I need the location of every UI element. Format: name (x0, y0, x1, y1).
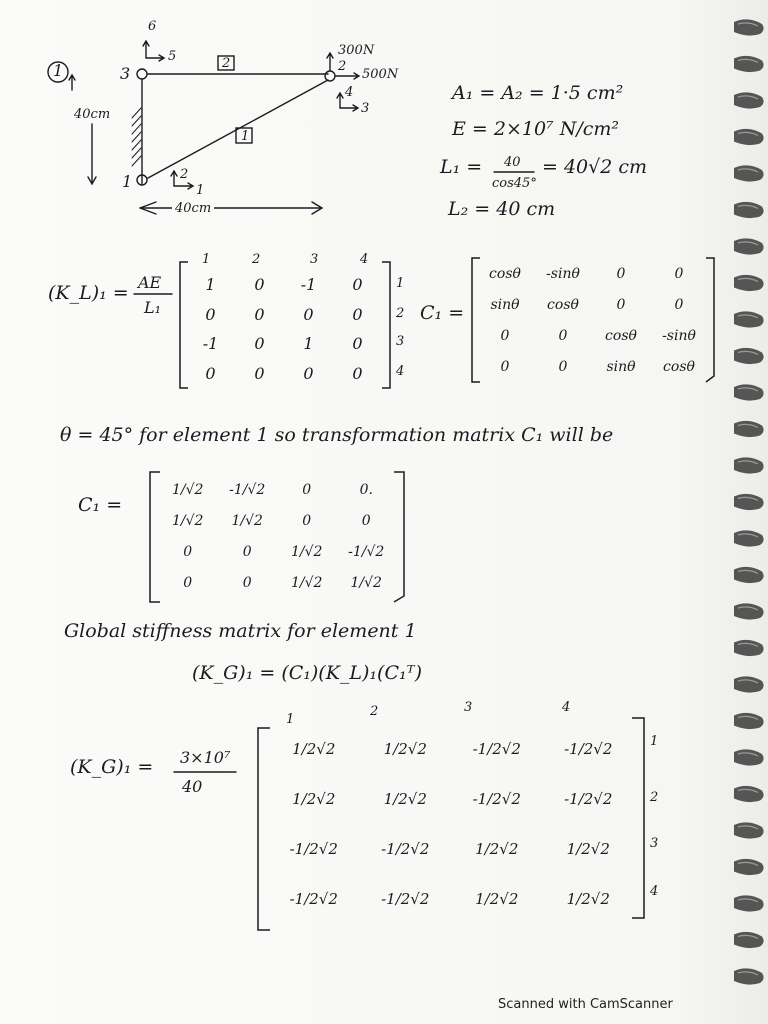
matrix-cell: 0 (558, 327, 568, 344)
kl-row-label: 3 (396, 334, 405, 349)
matrix-cell: -1/2√2 (289, 890, 338, 908)
node1-label: 1 (122, 172, 133, 191)
binding-coil (734, 713, 764, 729)
matrix-cell: 0 (205, 363, 216, 383)
matrix-cell: 1/√2 (231, 512, 263, 529)
node3-dof-up-label: 6 (148, 19, 157, 34)
c1-general-lhs: C₁ = (420, 302, 465, 324)
matrix-cell: 0. (359, 481, 373, 498)
element1-label: 1 (241, 129, 250, 144)
matrix-cell: cosθ (489, 265, 521, 282)
width-label: 40cm (172, 202, 214, 215)
matrix-cell: -1 (300, 275, 317, 295)
matrix-cell: 1/2√2 (566, 840, 610, 858)
matrix-cell: 1/2√2 (383, 740, 427, 758)
node2-dof-up-label: 2 (338, 59, 347, 74)
theta-statement: θ = 45° for element 1 so transformation matrix C₁ will be (60, 424, 614, 446)
matrix-cell: 1/2√2 (292, 790, 336, 808)
circled-label: 1 (53, 61, 64, 80)
matrix-cell: 0 (558, 358, 568, 375)
binding-coil (734, 311, 764, 327)
matrix-cell: 0 (254, 334, 265, 354)
matrix-cell: 0 (183, 543, 193, 560)
matrix-cell: 0 (303, 304, 314, 324)
height-label: 40cm (74, 107, 111, 122)
binding-coil (734, 384, 764, 400)
matrix-cell: 0 (183, 574, 193, 591)
binding-coil (734, 932, 764, 948)
load-vertical-label: 300N (338, 43, 375, 58)
scanner-watermark: Scanned with CamScanner (498, 997, 673, 1012)
kg-factor-numerator: 3×10⁷ (180, 748, 231, 767)
binding-coil (734, 238, 764, 254)
matrix-cell: -1/2√2 (472, 790, 521, 808)
node2-dof-up-lower-label: 4 (345, 85, 354, 100)
kl-factor-denominator: L₁ (144, 298, 162, 317)
matrix-cell: -1/√2 (229, 481, 266, 498)
matrix-cell: 0 (616, 265, 626, 282)
kl-col-label: 3 (310, 252, 319, 267)
kg-factor-denominator: 40 (182, 777, 203, 796)
matrix-cell: -1/2√2 (381, 890, 430, 908)
matrix-cell: -sinθ (546, 265, 580, 282)
binding-coil (734, 129, 764, 145)
global-heading: Global stiffness matrix for element 1 (64, 620, 417, 642)
matrix-cell: 0 (205, 304, 216, 324)
matrix-cell: 1/2√2 (475, 840, 519, 858)
matrix-cell: 0 (500, 327, 510, 344)
kg-col-label: 2 (370, 704, 379, 719)
kg-row-label: 3 (650, 836, 659, 851)
matrix-cell: 0 (352, 363, 363, 383)
binding-coil (734, 786, 764, 802)
matrix-cell: 1/2√2 (566, 890, 610, 908)
matrix-cell: 0 (254, 304, 265, 324)
kg-col-label: 3 (464, 700, 473, 715)
element2-label: 2 (222, 56, 231, 71)
kg-row-label: 4 (650, 884, 659, 899)
binding-coil (734, 92, 764, 108)
kg-lhs: (K_G)₁ = (70, 756, 154, 778)
l1-numerator: 40 (504, 155, 521, 170)
binding-coil (734, 56, 764, 72)
kl-row-label: 1 (396, 276, 405, 291)
global-stiffness-matrix (268, 724, 634, 924)
matrix-cell: 0 (303, 363, 314, 383)
binding-coil (734, 822, 764, 838)
matrix-cell: -sinθ (662, 327, 696, 344)
matrix-cell: 1 (303, 334, 314, 354)
matrix-cell: 1/2√2 (292, 740, 336, 758)
matrix-cell: -1/2√2 (381, 840, 430, 858)
binding-coil (734, 421, 764, 437)
l2-property: L₂ = 40 cm (448, 198, 556, 220)
transformation-matrix-general (476, 258, 708, 382)
matrix-cell: -1/2√2 (289, 840, 338, 858)
matrix-cell: 0 (242, 543, 252, 560)
matrix-cell: cosθ (605, 327, 637, 344)
matrix-cell: 1/√2 (291, 574, 323, 591)
kl-factor-numerator: AE (138, 273, 162, 292)
matrix-cell: 0 (254, 275, 265, 295)
matrix-cell: -1/2√2 (472, 740, 521, 758)
matrix-cell: 0 (302, 512, 312, 529)
matrix-cell: cosθ (547, 296, 579, 313)
matrix-cell: 1 (205, 275, 216, 295)
c1-numeric-lhs: C₁ = (78, 494, 123, 516)
node3-dof-right-label: 5 (168, 49, 177, 64)
l1-denominator: cos45° (492, 176, 537, 191)
matrix-cell: sinθ (490, 296, 520, 313)
matrix-cell: 1/√2 (291, 543, 323, 560)
local-stiffness-matrix (186, 270, 382, 388)
load-horizontal-label: 500N (362, 67, 399, 82)
matrix-cell: -1/√2 (348, 543, 385, 560)
kg-row-label: 2 (650, 790, 659, 805)
matrix-cell: 1/2√2 (475, 890, 519, 908)
matrix-cell: -1 (202, 334, 219, 354)
binding-coil (734, 567, 764, 583)
matrix-cell: 0 (616, 296, 626, 313)
kg-row-label: 1 (650, 734, 659, 749)
kl-col-label: 4 (360, 252, 369, 267)
kg-col-label: 1 (286, 712, 295, 727)
binding-coil (734, 19, 764, 35)
binding-coil (734, 348, 764, 364)
binding-coil (734, 749, 764, 765)
matrix-cell: 0 (242, 574, 252, 591)
l1-result: = 40√2 cm (542, 156, 648, 178)
l1-lhs: L₁ = (440, 156, 483, 178)
kl-row-label: 2 (396, 306, 405, 321)
binding-coil (734, 275, 764, 291)
matrix-cell: sinθ (606, 358, 636, 375)
matrix-cell: 1/√2 (350, 574, 382, 591)
binding-coil (734, 676, 764, 692)
matrix-cell: 1/√2 (172, 481, 204, 498)
matrix-cell: 0 (674, 296, 684, 313)
matrix-cell: 0 (352, 334, 363, 354)
matrix-cell: 0 (352, 275, 363, 295)
modulus-property: E = 2×10⁷ N/cm² (452, 118, 620, 140)
matrix-cell: 1/2√2 (383, 790, 427, 808)
matrix-cell: -1/2√2 (564, 740, 613, 758)
transformation-matrix-numeric (158, 474, 396, 598)
matrix-cell: 1/√2 (172, 512, 204, 529)
binding-coil (734, 202, 764, 218)
node1-dof-up-label: 2 (180, 167, 189, 182)
node1-dof-right-label: 1 (196, 183, 205, 198)
matrix-cell: 0 (500, 358, 510, 375)
binding-coil (734, 457, 764, 473)
kg-col-label: 4 (562, 700, 571, 715)
binding-coil (734, 165, 764, 181)
matrix-cell: 0 (254, 363, 265, 383)
binding-coil (734, 968, 764, 984)
matrix-cell: -1/2√2 (564, 790, 613, 808)
kl-lhs: (K_L)₁ = (48, 282, 129, 304)
node3-label: 3 (120, 64, 131, 83)
matrix-cell: 0 (302, 481, 312, 498)
area-property: A₁ = A₂ = 1·5 cm² (452, 82, 624, 104)
binding-coil (734, 603, 764, 619)
global-formula: (K_G)₁ = (C₁)(K_L)₁(C₁ᵀ) (192, 662, 423, 684)
binding-coil (734, 640, 764, 656)
matrix-cell: 0 (361, 512, 371, 529)
binding-coil (734, 494, 764, 510)
node2-dof-right-lower-label: 3 (361, 101, 370, 116)
kl-row-label: 4 (396, 364, 405, 379)
binding-coil (734, 859, 764, 875)
matrix-cell: 0 (674, 265, 684, 282)
binding-coil (734, 895, 764, 911)
matrix-cell: cosθ (663, 358, 695, 375)
matrix-cell: 0 (352, 304, 363, 324)
kl-col-label: 2 (252, 252, 261, 267)
binding-coil (734, 530, 764, 546)
kl-col-label: 1 (202, 252, 211, 267)
